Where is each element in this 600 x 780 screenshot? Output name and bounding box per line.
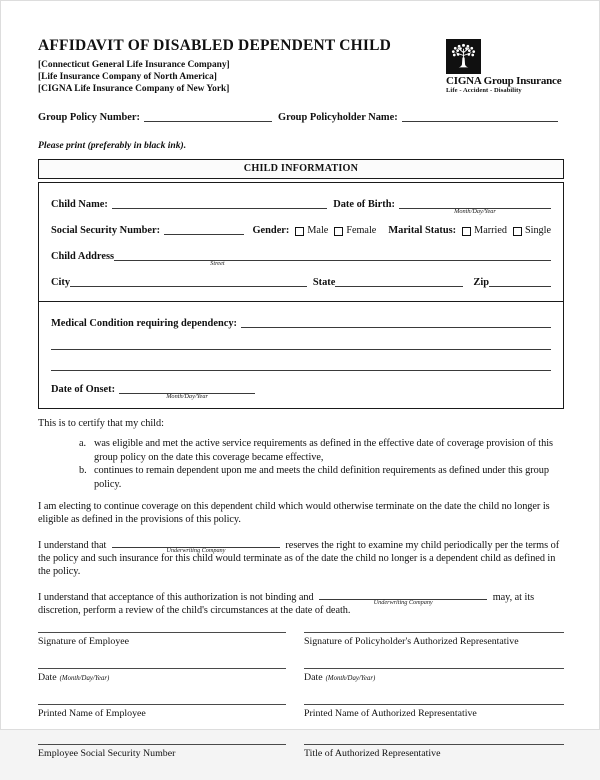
- printed-name-row: [38, 704, 564, 740]
- date-of-birth-label: Date of Birth:: [333, 199, 395, 211]
- child-address-row: [51, 249, 551, 268]
- zip-field[interactable]: [489, 275, 551, 287]
- policyholder-rep-signature-field[interactable]: [304, 632, 564, 668]
- signature-row: [38, 632, 564, 668]
- understand-1-prefix: I understand that: [38, 539, 107, 551]
- signature-section: [38, 632, 564, 780]
- rep-printed-name-field[interactable]: [304, 704, 564, 740]
- ssn-gender-row: [51, 223, 551, 236]
- gender-label: Gender:: [252, 225, 290, 237]
- underwriting-company-field-1[interactable]: [112, 538, 280, 554]
- date-of-birth-format-hint: Month/Day/Year: [454, 208, 496, 216]
- employee-ssn-label: Employee Social Security Number: [38, 747, 176, 759]
- underwriting-company-hint: Underwriting Company: [166, 546, 226, 554]
- title-block: [38, 37, 391, 95]
- date-of-onset-label: Date of Onset:: [51, 384, 116, 396]
- zip-label: Zip: [473, 277, 489, 289]
- ssn-title-row: [38, 740, 564, 780]
- underwriting-company-field-2[interactable]: [319, 590, 487, 606]
- date-of-onset-row: [51, 382, 551, 401]
- date-format-hint: (Month/Day/Year): [325, 674, 376, 682]
- ssn-label: Social Security Number:: [51, 225, 161, 237]
- printed-name-label: Printed Name of Employee: [38, 707, 146, 719]
- list-item-text: was eligible and met the active service requirements as defined in the effective date of coverage provision of this group policy on the date this coverage became effective,: [94, 438, 553, 463]
- gender-female-checkbox[interactable]: [334, 227, 343, 236]
- policy-row: [38, 110, 564, 123]
- child-name-row: [51, 197, 551, 216]
- marital-married-label: Married: [474, 225, 507, 237]
- list-item: [79, 464, 564, 491]
- employee-ssn-field[interactable]: [38, 744, 286, 780]
- date-label: Date: [304, 671, 323, 683]
- cigna-tree-icon: [446, 39, 481, 74]
- medical-condition-section: [39, 301, 563, 408]
- gender-male-label: Male: [307, 225, 329, 237]
- rep-title-field[interactable]: [304, 744, 564, 780]
- child-name-label: Child Name:: [51, 199, 108, 211]
- company-list: [38, 59, 391, 95]
- date-of-birth-field[interactable]: [399, 197, 551, 216]
- employee-date-field[interactable]: [38, 668, 286, 704]
- list-marker: a.: [79, 438, 87, 450]
- child-information-box: [38, 182, 564, 409]
- child-name-field[interactable]: [112, 197, 327, 209]
- child-address-label: Child Address: [51, 251, 115, 263]
- street-hint: Street: [210, 260, 225, 268]
- child-information-section-header: CHILD INFORMATION: [38, 159, 564, 179]
- list-item: [79, 437, 564, 464]
- marital-single-checkbox[interactable]: [513, 227, 522, 236]
- printed-name-label: Printed Name of Authorized Representative: [304, 707, 477, 719]
- certification-list: [79, 437, 564, 491]
- date-of-onset-field[interactable]: [119, 382, 255, 401]
- signature-label: Signature of Policyholder's Authorized Representative: [304, 635, 519, 647]
- date-row: [38, 668, 564, 704]
- policy-number-field[interactable]: [144, 110, 272, 122]
- rep-date-field[interactable]: [304, 668, 564, 704]
- onset-format-hint: Month/Day/Year: [166, 393, 208, 401]
- city-label: City: [51, 277, 71, 289]
- child-address-field[interactable]: [114, 249, 551, 268]
- child-identity-section: [39, 183, 563, 301]
- policy-number-label: Group Policy Number:: [38, 112, 140, 124]
- list-item-text: continues to remain dependent upon me and meets the child definition requirements as defined under this group policy.: [94, 465, 549, 490]
- understand-2-suffix: may, at its discretion, perform a review of the child's circumstances at the date of death.: [38, 591, 535, 617]
- cigna-logo-tagline: Life - Accident - Disability: [446, 87, 522, 94]
- ssn-field[interactable]: [164, 223, 244, 235]
- policyholder-name-label: Group Policyholder Name:: [277, 112, 398, 124]
- print-instruction: Please print (preferably in black ink).: [38, 140, 187, 152]
- date-label: Date: [38, 671, 57, 683]
- gender-female-label: Female: [346, 225, 377, 237]
- cigna-logo: [446, 39, 564, 94]
- employee-signature-field[interactable]: [38, 632, 286, 668]
- understand-1-suffix: reserves the right to examine my child periodically per the terms of the policy and such insurance for this child would terminate as of the date the child no longer is a dependent child as defined in the policy.: [38, 539, 560, 578]
- medical-condition-line-2[interactable]: [51, 329, 551, 350]
- page-title: AFFIDAVIT OF DISABLED DEPENDENT CHILD: [38, 37, 392, 54]
- medical-condition-row: [51, 316, 551, 329]
- state-field[interactable]: [335, 275, 463, 287]
- company-line: [Connecticut General Life Insurance Company]: [38, 60, 230, 70]
- state-label: State: [312, 277, 336, 289]
- rep-title-label: Title of Authorized Representative: [304, 747, 441, 759]
- marital-married-checkbox[interactable]: [462, 227, 471, 236]
- medical-condition-label: Medical Condition requiring dependency:: [51, 318, 237, 330]
- company-line: [CIGNA Life Insurance Company of New York]: [38, 84, 230, 95]
- gender-male-checkbox[interactable]: [295, 227, 304, 236]
- list-marker: b.: [79, 465, 87, 477]
- medical-condition-field[interactable]: [241, 316, 551, 328]
- marital-status-label: Marital Status:: [388, 225, 457, 237]
- city-state-zip-row: [51, 275, 551, 288]
- signature-label: Signature of Employee: [38, 635, 130, 647]
- form-header: [38, 37, 564, 95]
- policyholder-name-field[interactable]: [402, 110, 558, 122]
- understand-paragraph-1: [38, 538, 564, 579]
- electing-paragraph: I am electing to continue coverage on this dependent child which would otherwise terminate on the date the child no longer is eligible as defined in the provisions of this policy.: [38, 500, 550, 526]
- city-field[interactable]: [70, 275, 307, 287]
- underwriting-company-hint: Underwriting Company: [373, 598, 433, 606]
- employee-printed-name-field[interactable]: [38, 704, 286, 740]
- medical-condition-line-3[interactable]: [51, 350, 551, 371]
- company-line: [Life Insurance Company of North America]: [38, 72, 217, 83]
- understand-2-prefix: I understand that acceptance of this authorization is not binding and: [38, 591, 314, 603]
- cigna-logo-text: CIGNA Group Insurance: [446, 75, 562, 87]
- marital-single-label: Single: [524, 225, 551, 237]
- date-format-hint: (Month/Day/Year): [59, 674, 110, 682]
- certify-intro: This is to certify that my child:: [38, 418, 164, 430]
- understand-paragraph-2: [38, 590, 564, 618]
